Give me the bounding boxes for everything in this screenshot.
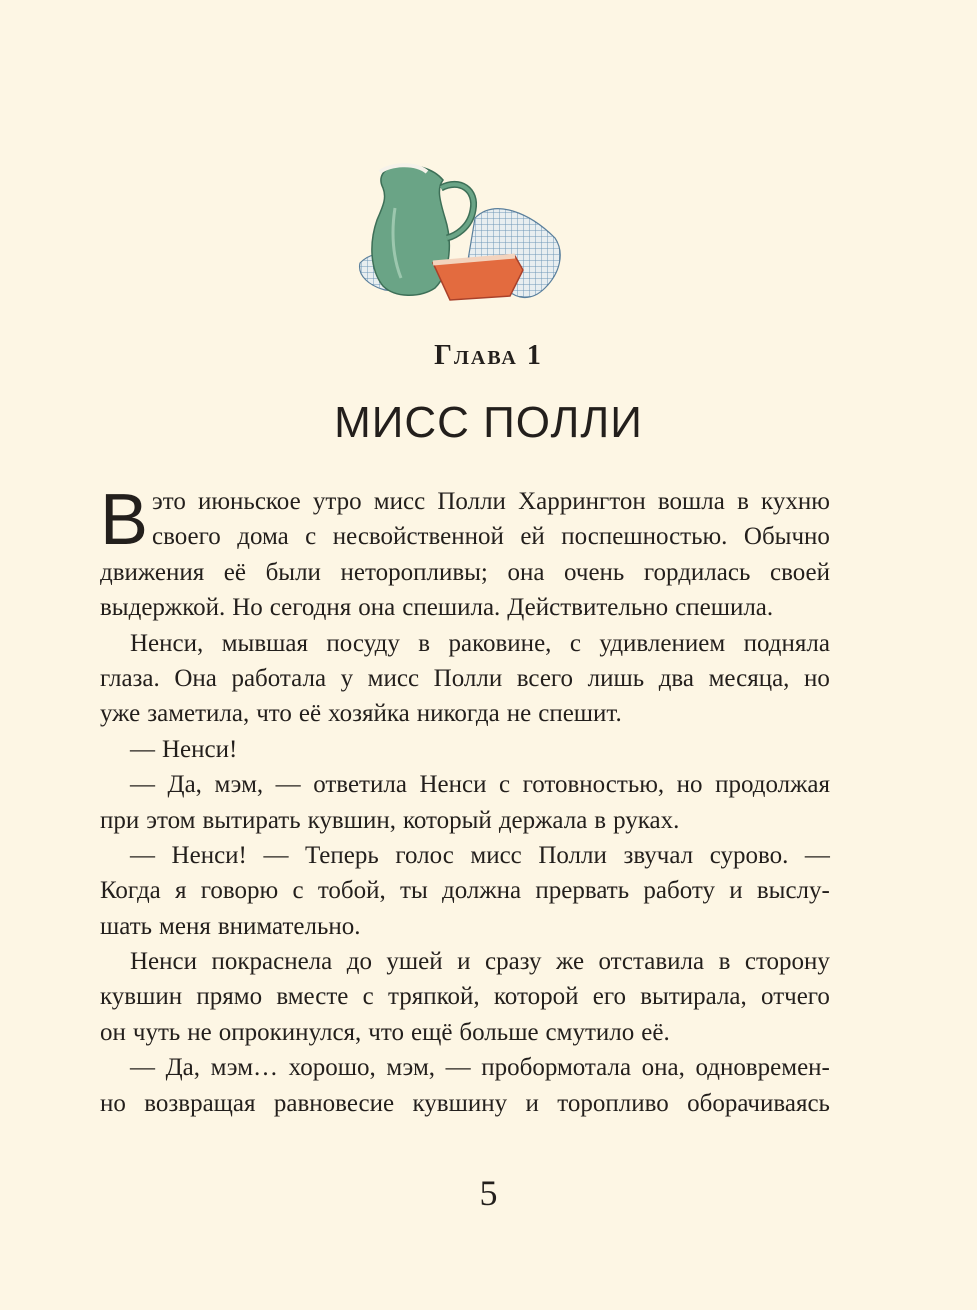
word: — <box>130 841 155 869</box>
text-line <box>100 519 830 554</box>
word: Обычно <box>743 523 830 551</box>
word: кухню <box>761 488 830 515</box>
word: ей <box>520 523 545 551</box>
word: выслу- <box>756 877 830 905</box>
word: не <box>506 700 532 728</box>
word: её <box>298 700 322 728</box>
word: были <box>265 558 321 586</box>
word: мисс <box>367 664 420 692</box>
word: Теперь <box>304 841 379 869</box>
word: у <box>340 664 354 692</box>
drop-cap: В <box>100 480 149 560</box>
word: очень <box>564 558 625 586</box>
word: своего <box>152 523 221 551</box>
word: два <box>658 664 694 692</box>
word: Ненси <box>419 771 487 799</box>
word: ты <box>400 877 428 905</box>
word: месяца, <box>708 664 790 692</box>
word: мэм… <box>210 1054 279 1082</box>
word: мэм, <box>386 1054 436 1082</box>
word: звучал <box>623 841 694 869</box>
jug-and-bowl-illustration <box>355 158 570 308</box>
word: с <box>292 877 304 905</box>
word: и <box>729 877 743 905</box>
chapter-title: МИСС ПОЛЛИ <box>334 398 643 447</box>
word: раковине, <box>448 629 552 657</box>
word: удивлением <box>599 629 726 657</box>
word: июньское <box>198 488 301 515</box>
word: — <box>445 1054 471 1082</box>
word: но <box>803 664 830 692</box>
word: глаза. <box>100 664 160 692</box>
word: всего <box>516 664 574 692</box>
chapter-text <box>100 480 830 1121</box>
word: ушей <box>386 948 443 976</box>
word: сторону <box>744 948 830 976</box>
word: чуть <box>132 1018 181 1046</box>
word: движения <box>100 558 205 586</box>
word: что <box>368 1018 404 1046</box>
text-line <box>100 555 830 590</box>
word: Когда <box>100 877 161 905</box>
text-line <box>100 590 830 625</box>
word: одновремен- <box>695 1054 830 1082</box>
word: дома <box>237 523 289 551</box>
word: несвойственной <box>332 523 504 551</box>
word: работала <box>231 664 327 692</box>
word: утро <box>312 488 362 515</box>
word: никогда <box>416 700 500 728</box>
word: её <box>223 558 246 586</box>
word: прямо <box>196 983 263 1011</box>
word: Харрингтон <box>518 488 646 515</box>
word: в <box>418 629 431 657</box>
word: возвращая <box>144 1089 256 1117</box>
word: — <box>130 735 155 763</box>
word: спешит. <box>538 700 622 728</box>
word: с <box>498 771 511 799</box>
text-line <box>100 1086 830 1121</box>
word: Полли <box>437 488 506 515</box>
word: с <box>569 629 581 657</box>
word: должна <box>442 877 522 905</box>
chapter-label: Глава 1 <box>434 340 543 371</box>
word: не <box>187 1018 212 1046</box>
word: который <box>402 806 492 834</box>
word: поспешностью. <box>561 523 728 551</box>
text-line <box>100 838 830 873</box>
text-line <box>100 944 830 979</box>
word: сегодня <box>269 594 352 622</box>
word: это <box>152 488 186 515</box>
word: — <box>275 771 301 799</box>
word: Ненси! <box>162 735 238 763</box>
word: и <box>525 1089 539 1117</box>
word: мэм, <box>214 771 264 799</box>
text-line <box>100 626 830 661</box>
word: продолжая <box>715 771 830 799</box>
word: она <box>507 558 545 586</box>
text-line <box>100 873 830 908</box>
word: кувшин <box>100 983 183 1011</box>
word: он <box>100 1018 126 1046</box>
word: Да, <box>167 771 202 799</box>
word: торопливо <box>557 1089 669 1117</box>
word: равновесие <box>273 1089 395 1117</box>
word: смутило <box>545 1018 635 1046</box>
word: хозяйка <box>328 700 410 728</box>
word: мисс <box>470 841 522 869</box>
word: Но <box>232 594 263 622</box>
word: что <box>256 700 292 728</box>
word: спешила. <box>402 594 501 622</box>
text-line <box>100 979 830 1014</box>
word: вместе <box>276 983 349 1011</box>
word: хорошо, <box>288 1054 376 1082</box>
word: спешила. <box>675 594 774 622</box>
text-line <box>100 1050 830 1085</box>
word: выдержкой. <box>100 594 226 622</box>
word: с <box>362 983 374 1011</box>
word: Ненси! <box>171 841 247 869</box>
word: Полли <box>433 664 503 692</box>
word: неторопливы; <box>340 558 488 586</box>
word: — <box>130 771 155 799</box>
text-line <box>100 484 830 519</box>
word: отчего <box>761 983 830 1011</box>
word: сразу <box>484 948 542 976</box>
word: до <box>346 948 372 976</box>
text-line <box>100 803 830 838</box>
word: в <box>594 806 607 834</box>
word: и <box>457 948 471 976</box>
word: посуду <box>326 629 400 657</box>
word: вытирала, <box>640 983 747 1011</box>
word: мисс <box>373 488 426 515</box>
word: отставила <box>598 948 705 976</box>
word: мывшая <box>221 629 308 657</box>
word: она <box>358 594 396 622</box>
word: Ненси <box>130 948 198 976</box>
word: — <box>804 841 830 869</box>
word: в <box>737 488 749 515</box>
word: я <box>175 877 187 905</box>
word: заметила, <box>147 700 250 728</box>
word: Да, <box>165 1054 200 1082</box>
word: вошла <box>657 488 725 515</box>
word: меня <box>159 912 211 940</box>
word: в <box>718 948 731 976</box>
word: Она <box>174 664 217 692</box>
word: внимательно. <box>217 912 361 940</box>
word: сурово. <box>709 841 789 869</box>
text-line <box>100 661 830 696</box>
word: этом <box>146 806 196 834</box>
word: но <box>676 771 703 799</box>
word: руках. <box>613 806 680 834</box>
word: кувшин, <box>307 806 396 834</box>
text-line <box>100 1015 830 1050</box>
word: лишь <box>587 664 645 692</box>
word: подняла <box>743 629 830 657</box>
word: работу <box>643 877 715 905</box>
word: больше <box>459 1018 539 1046</box>
word: держала <box>498 806 588 834</box>
word: Ненси, <box>130 629 204 657</box>
word: с <box>305 523 317 551</box>
word: тобой, <box>317 877 386 905</box>
word: — <box>130 1054 155 1082</box>
word: ещё <box>410 1018 453 1046</box>
word: Действительно <box>507 594 669 622</box>
word: готовностью, <box>522 771 665 799</box>
word: своей <box>769 558 830 586</box>
word: её. <box>641 1018 670 1046</box>
word: она, <box>641 1054 685 1082</box>
word: же <box>556 948 585 976</box>
word: тряпкой, <box>388 983 480 1011</box>
word: пробормотала <box>481 1054 632 1082</box>
word: голос <box>395 841 454 869</box>
word: уже <box>100 700 141 728</box>
word: покраснела <box>211 948 333 976</box>
word: вытирать <box>202 806 301 834</box>
word: Полли <box>538 841 607 869</box>
text-line <box>100 767 830 802</box>
word: но <box>100 1089 126 1117</box>
word: шать <box>100 912 153 940</box>
word: при <box>100 806 140 834</box>
text-line <box>100 732 830 767</box>
word: прервать <box>535 877 630 905</box>
text-line <box>100 696 830 731</box>
word: которой <box>493 983 579 1011</box>
word: опрокинулся, <box>218 1018 362 1046</box>
word: говорю <box>200 877 279 905</box>
word: ответила <box>313 771 407 799</box>
word: — <box>263 841 289 869</box>
word: его <box>592 983 626 1011</box>
word: оборачиваясь <box>687 1089 830 1117</box>
word: кувшину <box>412 1089 508 1117</box>
word: гордилась <box>643 558 751 586</box>
page-number: 5 <box>479 1173 498 1213</box>
text-line <box>100 909 830 944</box>
